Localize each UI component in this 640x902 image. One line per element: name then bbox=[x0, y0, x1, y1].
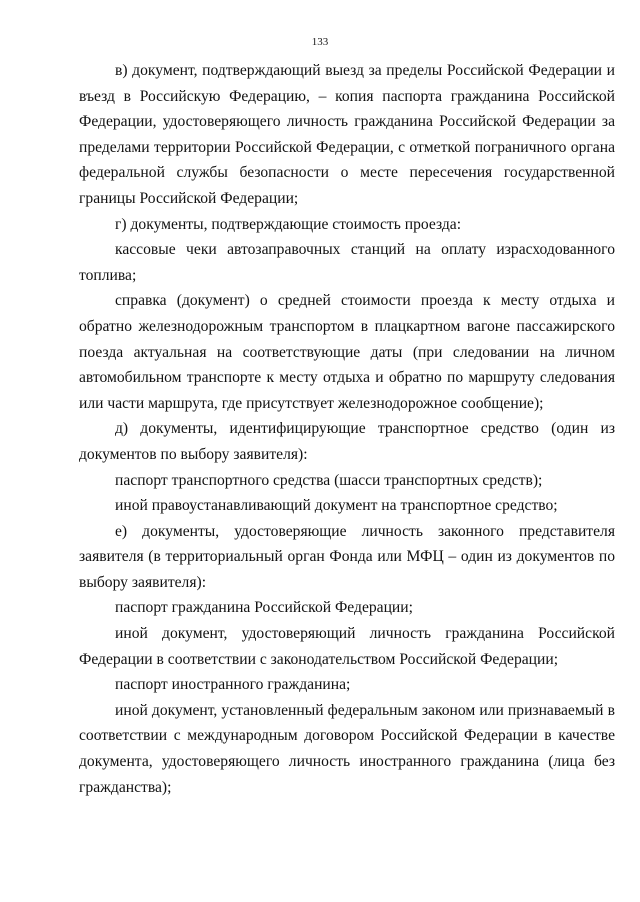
paragraph-other-foreign-identity: иной документ, установленный федеральным законом или признаваемый в соответствии с международным договором Российской Федерации в качестве документа, удостоверяющего личность иностранного гражданина (лица без гражданства); bbox=[79, 701, 615, 796]
page-number: 133 bbox=[311, 36, 329, 48]
paragraph-russian-passport: паспорт гражданина Российской Федерации; bbox=[115, 599, 413, 617]
paragraph-vehicle-passport: паспорт транспортного средства (шасси транспортных средств); bbox=[115, 471, 543, 489]
paragraph-foreign-passport: паспорт иностранного гражданина; bbox=[115, 676, 351, 694]
document-body bbox=[79, 58, 615, 800]
paragraph-railway-cost-certificate: справка (документ) о средней стоимости проезда к месту отдыха и обратно железнодорожным транспортом в плацкартном вагоне пассажирского поезда актуальная на соответствующие даты (при следовании на личном автомобильном транспорте к месту отдыха и обратно по маршруту следования или части маршрута, где присутствует железнодорожное сообщение); bbox=[79, 292, 615, 412]
paragraph-other-russian-identity: иной документ, удостоверяющий личность гражданина Российской Федерации в соответствии с законодательством Российской Федерации; bbox=[79, 625, 615, 668]
paragraph-d-vehicle-documents: д) документы, идентифицирующие транспортное средство (один из документов по выбору заявителя): bbox=[79, 420, 615, 463]
paragraph-g-travel-cost-documents: г) документы, подтверждающие стоимость проезда: bbox=[115, 215, 462, 233]
paragraph-fuel-receipts: кассовые чеки автозаправочных станций на оплату израсходованного топлива; bbox=[79, 241, 615, 284]
paragraph-v-departure-document: в) документ, подтверждающий выезд за пределы Российской Федерации и въезд в Российскую Федерацию, – копия паспорта гражданина Российской Федерации, удостоверяющего личность гражданина Российской Федерации за пределами территории Российской Федерации, с отметкой пограничного органа федеральной службы безопасности о месте пересечения государственной границы Российской Федерации; bbox=[79, 62, 615, 207]
paragraph-e-representative-identity: е) документы, удостоверяющие личность законного представителя заявителя (в территориальный орган Фонда или МФЦ – один из документов по выбору заявителя): bbox=[79, 522, 615, 591]
paragraph-other-vehicle-document: иной правоустанавливающий документ на транспортное средство; bbox=[115, 497, 558, 515]
